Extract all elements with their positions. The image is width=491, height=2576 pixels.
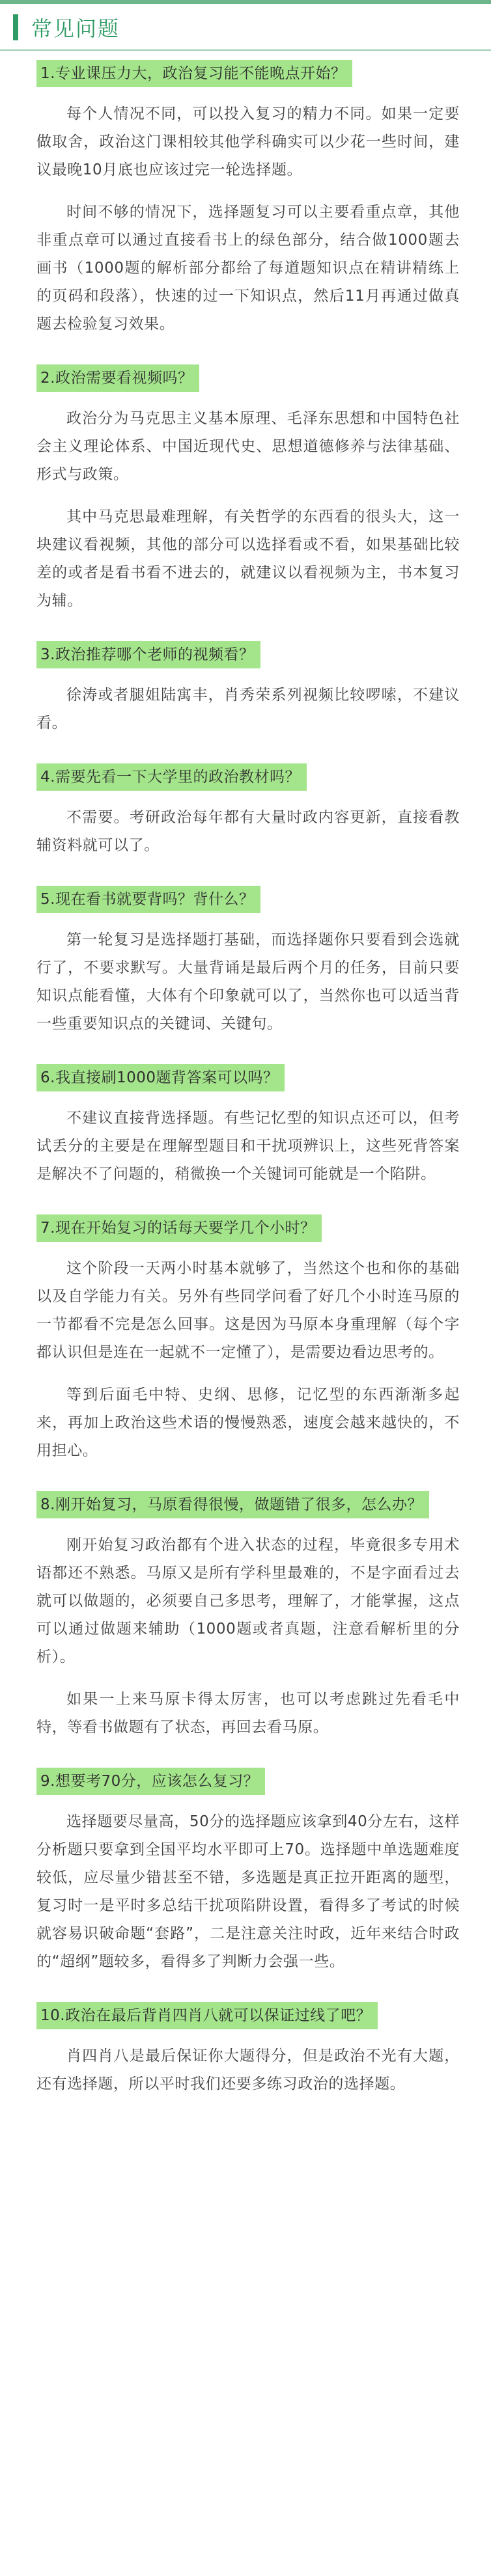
faq-answer-paragraph: 如果一上来马原卡得太厉害，也可以考虑跳过先看毛中特，等看书做题有了状态，再回去看马原。 [36, 1691, 460, 1736]
faq-answer-paragraph: 时间不够的情况下，选择题复习可以主要看重点章，其他非重点章可以通过直接看书上的绿色部分，结合做1000题去画书（1000题的解析部分都给了每道题知识点在精讲精练上的页码和段落），快速的过一下知识点，然后11月再通过做真题去检验复习效果。 [36, 204, 460, 333]
faq-answer [36, 1255, 460, 1465]
header-accent-bar [13, 14, 18, 40]
faq-question: 4.需要先看一下大学里的政治教材吗？ [36, 763, 307, 791]
faq-answer-paragraph: 不需要。考研政治每年都有大量时政内容更新，直接看教辅资料就可以了。 [36, 809, 460, 854]
header-divider [0, 49, 491, 51]
section-header [0, 4, 491, 51]
faq-answer-paragraph: 刚开始复习政治都有个进入状态的过程，毕竟很多专用术语都还不熟悉。马原又是所有学科里最难的，不是字面看过去就可以做题的，必须要自己多思考，理解了，才能掌握，这点可以通过做题来辅助（1000题或者真题，注意看解析里的分析）。 [36, 1537, 460, 1665]
faq-question: 10.政治在最后背肖四肖八就可以保证过线了吧？ [36, 2002, 378, 2029]
faq-question: 8.刚开始复习，马原看得很慢，做题错了很多，怎么办？ [36, 1491, 429, 1518]
faq-answer [36, 1808, 460, 1976]
faq-answer-paragraph: 政治分为马克思主义基本原理、毛泽东思想和中国特色社会主义理论体系、中国近现代史、思想道德修养与法律基础、形式与政策。 [36, 410, 460, 483]
faq-item [36, 1214, 460, 1465]
faq-question: 9.想要考70分，应该怎么复习？ [36, 1768, 265, 1795]
faq-item [36, 1491, 460, 1742]
faq-answer-paragraph: 这个阶段一天两小时基本就够了，当然这个也和你的基础以及自学能力有关。另外有些同学问看了好几个小时连马原的一节都看不完是怎么回事。这是因为马原本身重理解（每个字都认识但是连在一起就不一定懂了），是需要边看边思考的。 [36, 1260, 460, 1361]
faq-answer-paragraph: 等到后面毛中特、史纲、思修，记忆型的东西渐渐多起来，再加上政治这些术语的慢慢熟悉，速度会越来越快的，不用担心。 [36, 1386, 460, 1459]
faq-question: 5.现在看书就要背吗？背什么？ [36, 886, 260, 913]
page-title: 常见问题 [31, 16, 120, 41]
faq-answer [36, 681, 460, 737]
faq-item [36, 1768, 460, 1976]
faq-answer-paragraph: 徐涛或者腿姐陆寓丰，肖秀荣系列视频比较啰嗦，不建议看。 [36, 687, 460, 732]
faq-answer [36, 1531, 460, 1742]
faq-answer-paragraph: 选择题要尽量高，50分的选择题应该拿到40分左右，这样分析题只要拿到全国平均水平即可上70。选择题中单选题难度较低，应尽量少错甚至不错，多选题是真正拉开距离的题型，复习时一是平时多总结干扰项陷阱设置，看得多了考试的时候就容易识破命题“套路”，二是注意关注时政，近年来结合时政的“超纲”题较多，看得多了判断力会强一些。 [36, 1813, 460, 1970]
faq-answer [36, 2042, 460, 2098]
faq-item [36, 763, 460, 860]
faq-answer [36, 804, 460, 860]
faq-item [36, 1064, 460, 1188]
faq-item [36, 364, 460, 615]
faq-question: 6.我直接刷1000题背答案可以吗？ [36, 1064, 285, 1091]
faq-answer-paragraph: 每个人情况不同，可以投入复习的精力不同。如果一定要做取舍，政治这门课相较其他学科确实可以少花一些时间，建议最晚10月底也应该过完一轮选择题。 [36, 105, 460, 178]
faq-question: 3.政治推荐哪个老师的视频看？ [36, 641, 260, 668]
faq-answer-paragraph: 肖四肖八是最后保证你大题得分，但是政治不光有大题，还有选择题，所以平时我们还要多练习政治的选择题。 [36, 2048, 460, 2092]
faq-answer [36, 926, 460, 1038]
faq-item [36, 886, 460, 1038]
faq-answer [36, 100, 460, 338]
faq-list [0, 60, 491, 2124]
faq-answer-paragraph: 第一轮复习是选择题打基础，而选择题你只要看到会选就行了，不要求默写。大量背诵是最后两个月的任务，目前只要知识点能看懂，大体有个印象就可以了，当然你也可以适当背一些重要知识点的关键词、关键句。 [36, 931, 460, 1032]
faq-answer [36, 1104, 460, 1188]
faq-question: 2.政治需要看视频吗？ [36, 364, 199, 392]
faq-answer [36, 405, 460, 615]
faq-item [36, 60, 460, 338]
faq-item [36, 2002, 460, 2098]
faq-answer-paragraph: 其中马克思最难理解，有关哲学的东西看的很头大，这一块建议看视频，其他的部分可以选择看或不看，如果基础比较差的或者是看书看不进去的，就建议以看视频为主，书本复习为辅。 [36, 508, 460, 609]
faq-item [36, 641, 460, 737]
faq-question: 1.专业课压力大，政治复习能不能晚点开始？ [36, 60, 352, 87]
faq-question: 7.现在开始复习的话每天要学几个小时？ [36, 1214, 322, 1242]
faq-answer-paragraph: 不建议直接背选择题。有些记忆型的知识点还可以，但考试丢分的主要是在理解型题目和干扰项辨识上，这些死背答案是解决不了问题的，稍微换一个关键词可能就是一个陷阱。 [36, 1110, 460, 1183]
